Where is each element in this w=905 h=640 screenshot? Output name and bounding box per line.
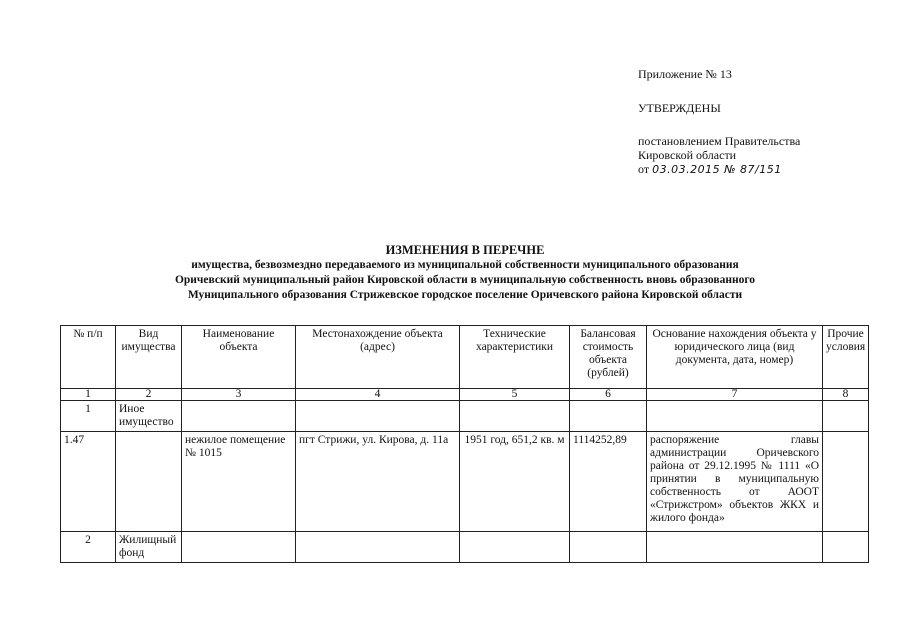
table-row <box>61 432 869 532</box>
technical-specs <box>460 532 570 563</box>
column-number-row <box>61 389 869 401</box>
property-type: Жилищный фонд <box>116 532 182 563</box>
decree-date-line <box>638 162 888 177</box>
ownership-basis <box>647 401 823 432</box>
balance-cost <box>570 401 647 432</box>
column-number: 3 <box>182 389 296 401</box>
technical-specs <box>460 401 570 432</box>
row-number: 2 <box>61 532 116 563</box>
header-cell: № п/п <box>61 326 116 389</box>
decree-line-1: постановлением Правительства <box>638 134 801 148</box>
column-number: 5 <box>460 389 570 401</box>
column-number: 7 <box>647 389 823 401</box>
document-title <box>40 243 890 303</box>
object-name: нежилое помещение № 1015 <box>182 432 296 532</box>
row-number: 1.47 <box>61 432 116 532</box>
appendix-number: Приложение № 13 <box>638 67 732 81</box>
object-address <box>296 532 460 563</box>
property-table <box>60 325 869 563</box>
column-number: 2 <box>116 389 182 401</box>
header-cell: Технические характеристики <box>460 326 570 389</box>
approved-label: УТВЕРЖДЕНЫ <box>638 101 721 115</box>
header-cell: Балансовая стоимость объекта (рублей) <box>570 326 647 389</box>
ownership-basis <box>647 532 823 563</box>
header-cell: Местонахождение объекта (адрес) <box>296 326 460 389</box>
column-number: 4 <box>296 389 460 401</box>
object-name <box>182 532 296 563</box>
property-type <box>116 432 182 532</box>
header-cell: Прочие условия <box>823 326 869 389</box>
table-row <box>61 401 869 432</box>
title-main: ИЗМЕНЕНИЯ В ПЕРЕЧНЕ <box>385 243 545 257</box>
column-number: 6 <box>570 389 647 401</box>
technical-specs: 1951 год, 651,2 кв. м <box>460 432 570 532</box>
table-row <box>61 532 869 563</box>
header-cell: Вид имущества <box>116 326 182 389</box>
property-type: Иное имущество <box>116 401 182 432</box>
other-conditions <box>823 401 869 432</box>
header-row <box>61 326 869 389</box>
approval-header <box>638 67 888 177</box>
title-line-2: Оричевский муниципальный район Кировской области в муниципальную собственность вновь образованного <box>174 274 756 286</box>
title-line-3: Муниципального образования Стрижевское городское поселение Оричевского района Кировской области <box>187 289 743 301</box>
object-name <box>182 401 296 432</box>
row-number: 1 <box>61 401 116 432</box>
header-cell: Основание нахождения объекта у юридического лица (вид документа, дата, номер) <box>647 326 823 389</box>
other-conditions <box>823 432 869 532</box>
column-number: 8 <box>823 389 869 401</box>
column-number: 1 <box>61 389 116 401</box>
balance-cost: 1114252,89 <box>570 432 647 532</box>
handwritten-date: 03.03.2015 № 87/151 <box>652 163 782 176</box>
ownership-basis: распоряжение главы администрации Оричевского района от 29.12.1995 № 1111 «О принятии в муниципальную собственность от АООТ «Стрижстром» объектов ЖКХ и жилого фонда» <box>647 432 823 532</box>
date-prefix: от <box>638 162 650 176</box>
object-address <box>296 401 460 432</box>
balance-cost <box>570 532 647 563</box>
title-line-1: имущества, безвозмездно передаваемого из муниципальной собственности муниципального образования <box>191 259 739 271</box>
other-conditions <box>823 532 869 563</box>
decree-line-2: Кировской области <box>638 148 737 162</box>
object-address: пгт Стрижи, ул. Кирова, д. 11а <box>296 432 460 532</box>
header-cell: Наименование объекта <box>182 326 296 389</box>
